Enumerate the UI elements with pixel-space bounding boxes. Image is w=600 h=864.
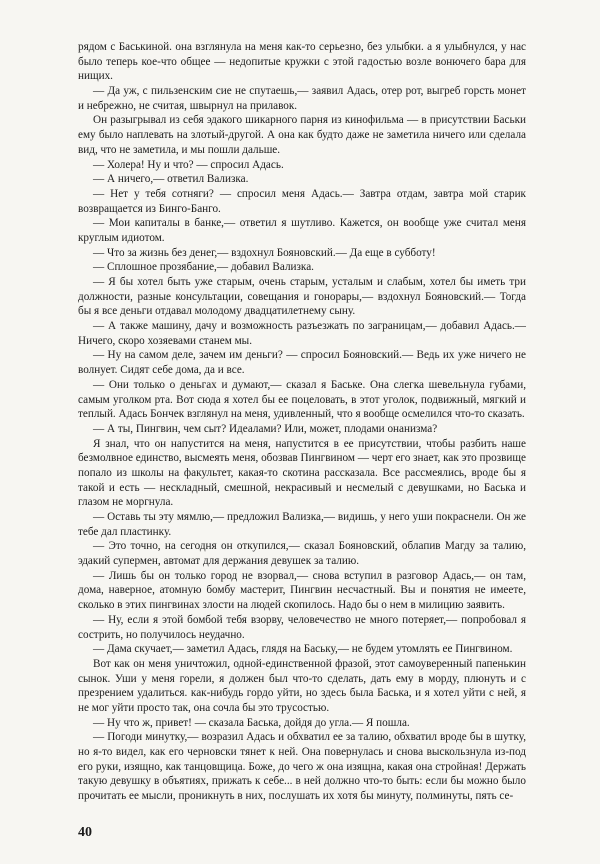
- paragraph: — Сплошное прозябание,— добавил Вализка.: [93, 261, 314, 274]
- paragraph: — Погоди минутку,— возразил Адась и обхватил ее за талию, обхватил вроде бы в шутку, но я-то видел, как его черновски тянет к ней. Она повернулась и снова выскользнула из-под его руки, изящно, как танцовщица. Боже, до чего ж она изящна, какая она стройная! Держать такую девушку в объятиях, прижать к себе... в ней должно что-то быть: если бы можно было прочитать ее мысли, проникнуть в них, послушать их хотя бы минуту, полминуты, пять се-: [78, 731, 526, 803]
- body-text: [78, 40, 526, 804]
- paragraph: — Дама скучает,— заметил Адась, глядя на Баську,— не будем утомлять ее Пингвином.: [93, 643, 513, 656]
- paragraph: — Что за жизнь без денег,— вздохнул Бояновский.— Да еще в субботу!: [93, 246, 436, 259]
- paragraph: Я знал, что он напустится на меня, напустится в ее присутствии, чтобы разбить наше безмолвное единство, высмеять меня, обозвав Пингвином — черт его знает, как это прозвище попало из школы на факультет, какая-то скотина рассказала. Все рассмеялись, вроде бы я такой и есть — нескладный, смешной, некрасивый и несмелый с девушками, но Баська и глазом не моргнула.: [78, 437, 526, 509]
- paragraph: — Ну на самом деле, зачем им деньги? — спросил Бояновский.— Ведь их уже ничего не волнует. Сидят себе дома, да и все.: [78, 349, 526, 377]
- paragraph: — Лишь бы он только город не взорвал,— снова вступил в разговор Адась,— он там, дома, наверное, атомную бомбу мастерит, Пингвин несчастный. Вы и понятия не имеете, сколько в этих пингвинах злости на людей скопилось. Надо бы о нем в милицию заявить.: [78, 569, 526, 612]
- paragraph: — Я бы хотел быть уже старым, очень старым, усталым и слабым, хотел бы иметь три должности, разные консультации, совещания и гонорары,— вздохнул Бояновский.— Тогда бы я все деньги отдавал молодому двадцатилетнему сыну.: [78, 276, 526, 318]
- paragraph: Он разыгрывал из себя эдакого шикарного парня из кинофильма — в присутствии Баськи ему было наплевать на злотый-другой. А она как будто даже не заметила ничего или сделала вид, что не заметила, и мы пошли дальше.: [78, 114, 526, 156]
- paragraph: — Мои капиталы в банке,— ответил я шутливо. Кажется, он вообще уже считал меня круглым идиотом.: [78, 217, 526, 244]
- paragraph: — Оставь ты эту мямлю,— предложил Вализка,— видишь, у него уши покраснели. Он же тебе дал пластинку.: [78, 511, 526, 538]
- paragraph: — А ты, Пингвин, чем сыт? Идеалами? Или, может, плодами онанизма?: [93, 422, 438, 435]
- paragraph: — Это точно, на сегодня он откупился,— сказал Бояновский, облапив Магду за талию, эдакий супермен, автомат для держания девушек за талию.: [78, 540, 526, 568]
- paragraph: Вот как он меня уничтожил, одной-единственной фразой, этот самоуверенный папенькин сынок. Уши у меня горели, я должен был что-то сделать, дать ему в морду, плюнуть и с презрением удалиться. как-нибудь гордо уйти, но здесь была Баська, и я хотел уйти с ней, я не мог уйти просто так, она сочла бы это трусостью.: [78, 657, 526, 714]
- paragraph: — А ничего,— ответил Вализка.: [93, 173, 249, 186]
- paragraph: — Ну, если я этой бомбой тебя взорву, человечество не много потеряет,— попробовал я сострить, но получилось неудачно.: [78, 613, 526, 641]
- paragraph: — Нет у тебя сотняги? — спросил меня Адась.— Завтра отдам, завтра мой старик возвращается из Бинго-Банго.: [78, 187, 526, 215]
- page-number: 40: [78, 825, 92, 840]
- paragraph: — А также машину, дачу и возможность разъезжать по заграницам,— добавил Адась.— Ничего, скоро хозяевами станем мы.: [78, 320, 526, 347]
- paragraph: — Они только о деньгах и думают,— сказал я Баське. Она слегка шевельнула губами, самым уголком рта. Вот сюда я хотел бы ее поцеловать, в этот уголок, подвижный, мягкий и теплый. Адась Бончек взглянул на меня, удивленный, что я вообще осмелился что-то сказать.: [78, 378, 526, 421]
- paragraph: рядом с Баськиной. она взглянула на меня как-то серьезно, без улыбки. а я улыбнулся, у нас было теперь кое-что общее — недопитые кружки с этой гадостью возле вонючего бара для нищих.: [78, 41, 526, 83]
- paragraph: — Холера! Ну и что? — спросил Адась.: [93, 158, 284, 171]
- paragraph: — Да уж, с пильзенским сие не спутаешь,— заявил Адась, отер рот, выгреб горсть монет и небрежно, не считая, швырнул на прилавок.: [78, 85, 526, 112]
- paragraph: — Ну что ж, привет! — сказала Баська, дойдя до угла.— Я пошла.: [93, 716, 410, 729]
